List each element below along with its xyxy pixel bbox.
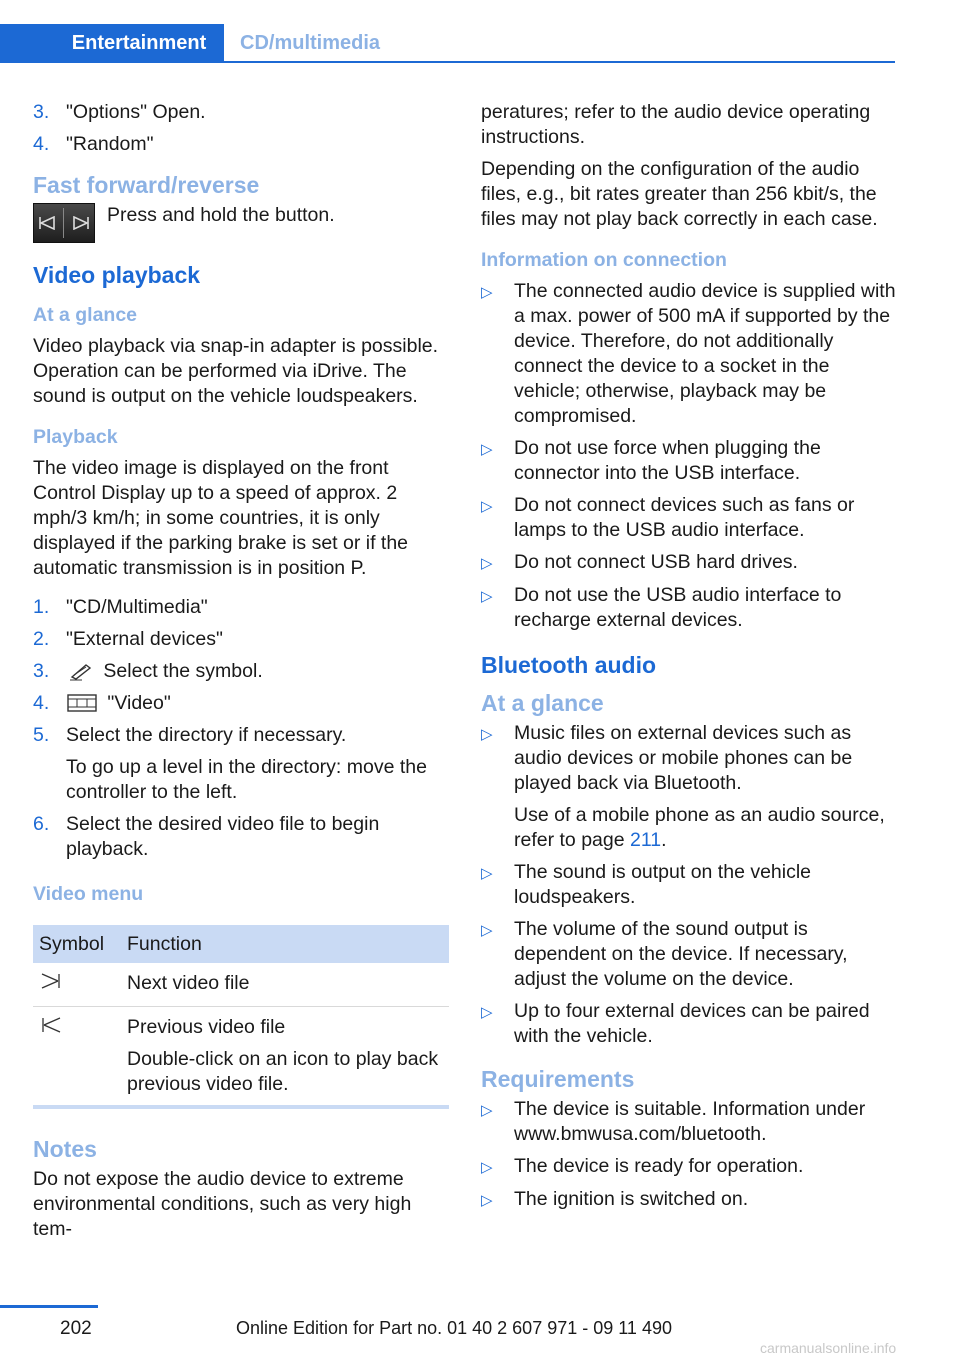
heading-video-playback: Video playback bbox=[33, 262, 201, 288]
list-item bbox=[481, 1187, 899, 1213]
step-subtext: To go up a level in the directory: move the controller to the left. bbox=[66, 756, 427, 803]
list-text: Music files on external devices such as audio devices or mobile phones can be played back via Bluetooth. bbox=[514, 722, 853, 794]
list-item bbox=[481, 550, 899, 576]
list-text: Do not connect USB hard drives. bbox=[514, 551, 798, 573]
column-header-symbol: Symbol bbox=[33, 925, 121, 963]
heading-connection-info: Information on connection bbox=[481, 249, 727, 271]
forward-icon bbox=[72, 216, 90, 230]
list-text: The device is ready for operation. bbox=[514, 1155, 804, 1177]
bullet-triangle-icon: ▷ bbox=[481, 555, 493, 572]
list-item bbox=[481, 583, 899, 633]
list-text: Up to four external devices can be paired with the vehicle. bbox=[514, 1000, 870, 1047]
step-number: 3. bbox=[33, 660, 50, 682]
edition-note: Online Edition for Part no. 01 40 2 607 971 - 09 11 490 bbox=[236, 1318, 672, 1338]
rewind-icon bbox=[38, 216, 56, 230]
fast-forward-row bbox=[33, 203, 449, 243]
bullet-triangle-icon: ▷ bbox=[481, 588, 493, 605]
step-text: "External devices" bbox=[66, 628, 223, 650]
video-menu-table bbox=[33, 925, 449, 1109]
footer-rule bbox=[0, 1305, 98, 1308]
bullet-triangle-icon: ▷ bbox=[481, 1192, 493, 1209]
step-number: 3. bbox=[33, 101, 50, 123]
bullet-triangle-icon: ▷ bbox=[481, 726, 493, 743]
list-item bbox=[481, 1097, 899, 1147]
subtext-part: . bbox=[661, 829, 667, 851]
heading-at-a-glance: At a glance bbox=[33, 304, 138, 326]
paragraph: The video image is displayed on the front Control Display up to a speed of approx. 2 mph/3 km/h; in some countries, it is only displayed if the parking brake is set or if the automatic transmission is in position P. bbox=[33, 457, 409, 579]
step-number: 6. bbox=[33, 813, 50, 835]
step-number: 4. bbox=[33, 133, 50, 155]
list-item bbox=[33, 691, 449, 716]
list-item bbox=[481, 917, 899, 992]
heading-playback: Playback bbox=[33, 426, 118, 448]
right-column bbox=[481, 100, 899, 1220]
step-text: "Random" bbox=[66, 133, 154, 155]
list-item bbox=[481, 1154, 899, 1180]
list-item bbox=[481, 279, 899, 429]
list-item bbox=[481, 436, 899, 486]
list-item bbox=[33, 659, 449, 684]
list-item bbox=[33, 132, 449, 157]
list-text: Do not use the USB audio interface to recharge external devices. bbox=[514, 584, 842, 631]
bullet-triangle-icon: ▷ bbox=[481, 498, 493, 515]
list-text: Do not connect devices such as fans or lamps to the USB audio interface. bbox=[514, 494, 855, 541]
list-item bbox=[33, 723, 449, 805]
next-track-icon bbox=[39, 971, 63, 991]
function-subtext: Double-click on an icon to play back previous video file. bbox=[127, 1048, 439, 1095]
list-item bbox=[33, 595, 449, 620]
table-header-row bbox=[33, 925, 449, 963]
bullet-triangle-icon: ▷ bbox=[481, 865, 493, 882]
list-item bbox=[33, 812, 449, 862]
list-text: The volume of the sound output is dependent on the device. If necessary, adjust the volume on the device. bbox=[514, 918, 848, 990]
list-item bbox=[481, 493, 899, 543]
paragraph: Video playback via snap-in adapter is possible. Operation can be performed via iDrive. The sound is output on the vehicle loudspeakers. bbox=[33, 335, 439, 407]
watermark: carmanualsonline.info bbox=[760, 1340, 897, 1356]
heading-bluetooth-audio: Bluetooth audio bbox=[481, 652, 657, 678]
edit-symbol-icon bbox=[66, 661, 94, 681]
step-number: 5. bbox=[33, 724, 50, 746]
table-row bbox=[33, 963, 449, 1007]
page-number: 202 bbox=[60, 1318, 92, 1339]
heading-video-menu: Video menu bbox=[33, 883, 144, 905]
list-item bbox=[481, 860, 899, 910]
bullet-triangle-icon: ▷ bbox=[481, 922, 493, 939]
button-divider bbox=[63, 208, 64, 238]
heading-fast-forward: Fast forward/reverse bbox=[33, 172, 260, 198]
paragraph: Depending on the configuration of the audio files, e.g., bit rates greater than 256 kbit/s, the files may not play back correctly in each case. bbox=[481, 158, 878, 230]
step-text: Select the symbol. bbox=[103, 660, 263, 682]
list-item bbox=[481, 999, 899, 1049]
bullet-triangle-icon: ▷ bbox=[481, 1102, 493, 1119]
page-reference-link[interactable]: 211 bbox=[630, 829, 662, 851]
list-text: The ignition is switched on. bbox=[514, 1188, 749, 1210]
list-item bbox=[33, 627, 449, 652]
step-text: "CD/Multimedia" bbox=[66, 596, 208, 618]
section-tab-cd-multimedia[interactable]: CD/multimedia bbox=[240, 32, 381, 54]
table-row bbox=[33, 1007, 449, 1108]
fast-forward-text: Press and hold the button. bbox=[107, 204, 335, 226]
list-item bbox=[481, 721, 899, 853]
step-text: Select the directory if necessary. bbox=[66, 724, 347, 746]
step-number: 1. bbox=[33, 596, 50, 618]
film-strip-icon bbox=[66, 693, 98, 713]
step-number: 2. bbox=[33, 628, 50, 650]
function-cell: Previous video file bbox=[127, 1016, 286, 1038]
step-number: 4. bbox=[33, 692, 50, 714]
subtext-part: Use of a mobile phone as an audio source, refer to page bbox=[514, 804, 885, 851]
bullet-triangle-icon: ▷ bbox=[481, 284, 493, 301]
column-header-function: Function bbox=[121, 925, 449, 963]
list-subtext bbox=[514, 803, 899, 853]
page-header bbox=[0, 0, 960, 64]
bullet-triangle-icon: ▷ bbox=[481, 441, 493, 458]
list-text: Do not use force when plugging the connector into the USB interface. bbox=[514, 437, 821, 484]
paragraph: peratures; refer to the audio device operating instructions. bbox=[481, 101, 871, 148]
previous-track-icon bbox=[39, 1015, 63, 1035]
list-item bbox=[33, 100, 449, 125]
heading-requirements: Requirements bbox=[481, 1066, 635, 1092]
step-text: "Video" bbox=[107, 692, 171, 714]
rewind-forward-button-icon bbox=[33, 203, 95, 243]
bullet-triangle-icon: ▷ bbox=[481, 1159, 493, 1176]
function-cell: Next video file bbox=[121, 963, 449, 1007]
heading-notes: Notes bbox=[33, 1136, 97, 1162]
heading-bt-at-a-glance: At a glance bbox=[481, 690, 604, 716]
list-text: The sound is output on the vehicle loudspeakers. bbox=[514, 861, 812, 908]
step-text: "Options" Open. bbox=[66, 101, 206, 123]
paragraph: Do not expose the audio device to extreme environmental conditions, such as very high tem- bbox=[33, 1168, 412, 1240]
left-column bbox=[33, 100, 449, 1249]
header-rule bbox=[0, 61, 895, 63]
list-text: The device is suitable. Information under www.bmwusa.com/bluetooth. bbox=[514, 1098, 866, 1145]
step-text: Select the desired video file to begin playback. bbox=[66, 813, 380, 860]
bullet-triangle-icon: ▷ bbox=[481, 1004, 493, 1021]
section-tab-entertainment[interactable]: Entertainment bbox=[0, 24, 224, 62]
list-text: The connected audio device is supplied with a max. power of 500 mA if supported by the device. Therefore, do not additionally connect the device to a socket in the vehicle; otherwise, playback may be compromised. bbox=[514, 280, 896, 427]
